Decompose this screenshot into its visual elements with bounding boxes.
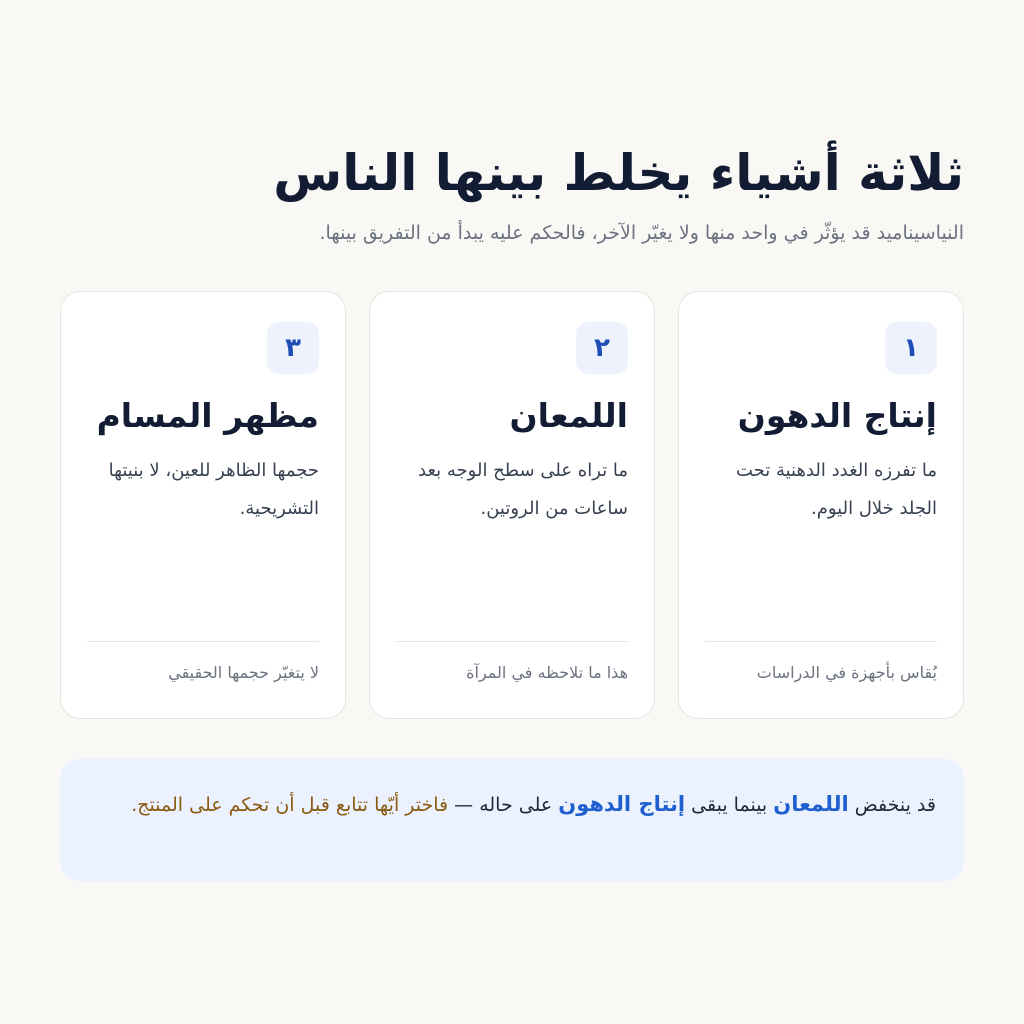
callout-highlight-shine: اللمعان <box>773 792 849 816</box>
callout-text: على حاله — <box>454 794 553 816</box>
card-footnote: يُقاس بأجهزة في الدراسات <box>756 663 937 682</box>
card-footnote: لا يتغيّر حجمها الحقيقي <box>168 663 319 682</box>
callout-highlight-oil: إنتاج الدهون <box>558 792 686 816</box>
concept-cards <box>60 291 964 721</box>
card-description: حجمها الظاهر للعين، لا بنيتها التشريحية. <box>108 460 319 519</box>
callout-advice: فاختر أيّها تتابع قبل أن تحكم على المنتج. <box>131 794 449 816</box>
card-title: إنتاج الدهون <box>737 396 937 435</box>
card-number-badge: ٣ <box>267 322 319 374</box>
page-subtitle: النياسيناميد قد يؤثّر في واحد منها ولا يغيّر الآخر، فالحكم عليه يبدأ من التفريق بينها. <box>319 222 964 244</box>
card-oil-production <box>678 291 964 719</box>
callout-text: قد ينخفض <box>854 794 936 816</box>
card-divider <box>705 641 937 642</box>
card-description: ما تراه على سطح الوجه بعد ساعات من الروتين. <box>418 460 628 519</box>
summary-callout <box>60 759 964 881</box>
card-pore-appearance <box>60 291 346 719</box>
card-divider <box>87 641 319 642</box>
card-number-badge: ١ <box>885 322 937 374</box>
card-title: اللمعان <box>509 396 628 435</box>
page-title: ثلاثة أشياء يخلط بينها الناس <box>273 144 964 202</box>
card-title: مظهر المسام <box>96 396 319 435</box>
card-number-badge: ٢ <box>576 322 628 374</box>
card-divider <box>396 641 628 642</box>
card-shine <box>369 291 655 719</box>
card-footnote: هذا ما تلاحظه في المرآة <box>466 663 628 682</box>
callout-text: بينما يبقى <box>691 794 768 816</box>
card-description: ما تفرزه الغدد الدهنية تحت الجلد خلال اليوم. <box>735 460 937 519</box>
